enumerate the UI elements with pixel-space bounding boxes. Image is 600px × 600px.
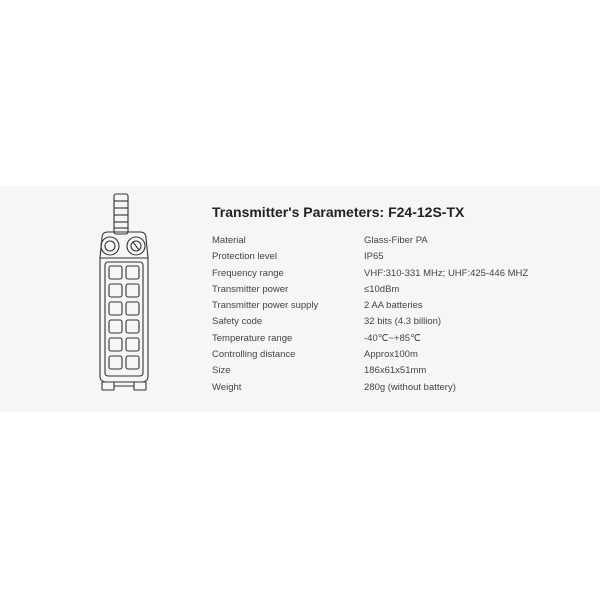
spec-value: 186x61x51mm xyxy=(364,365,427,377)
spec-value: Glass-Fiber PA xyxy=(364,235,428,246)
spec-value: 32 bits (4.3 billion) xyxy=(364,316,442,328)
spec-row xyxy=(212,249,528,265)
page-title: Transmitter's Parameters: F24-12S-TX xyxy=(212,204,465,220)
spec-label: Temperature range xyxy=(212,332,293,344)
spec-value: 280g (without battery) xyxy=(364,381,456,393)
spec-row xyxy=(212,314,528,330)
spec-row xyxy=(212,347,528,363)
spec-label: Size xyxy=(212,365,231,377)
spec-label: Material xyxy=(212,235,246,246)
spec-label: Weight xyxy=(212,381,242,393)
antenna xyxy=(114,194,128,234)
spec-row xyxy=(212,380,528,396)
spec-value: VHF:310-331 MHz; UHF:425-446 MHZ xyxy=(364,267,529,279)
spec-row xyxy=(212,298,528,314)
spec-table xyxy=(212,233,528,396)
spec-label: Frequency range xyxy=(212,267,284,279)
spec-value: Approx100m xyxy=(364,349,418,361)
spec-row xyxy=(212,282,528,298)
spec-row xyxy=(212,266,528,282)
spec-label: Controlling distance xyxy=(212,349,296,361)
spec-label: Transmitter power supply xyxy=(212,300,319,312)
spec-label: Safety code xyxy=(212,316,263,328)
spec-row xyxy=(212,233,528,249)
spec-row xyxy=(212,331,528,347)
spec-value: -40℃~+85℃ xyxy=(364,332,421,344)
transmitter-drawing xyxy=(88,190,160,400)
spec-label: Protection level xyxy=(212,251,277,263)
keypad-buttons xyxy=(109,266,139,369)
spec-label: Transmitter power xyxy=(212,283,289,295)
spec-value: ≤10dBm xyxy=(364,283,400,295)
body-outline xyxy=(100,258,148,382)
top-cap xyxy=(100,232,148,258)
spec-value: IP65 xyxy=(364,251,384,263)
spec-row xyxy=(212,363,528,379)
spec-value: 2 AA batteries xyxy=(364,300,423,312)
bottom-feet xyxy=(102,382,146,390)
